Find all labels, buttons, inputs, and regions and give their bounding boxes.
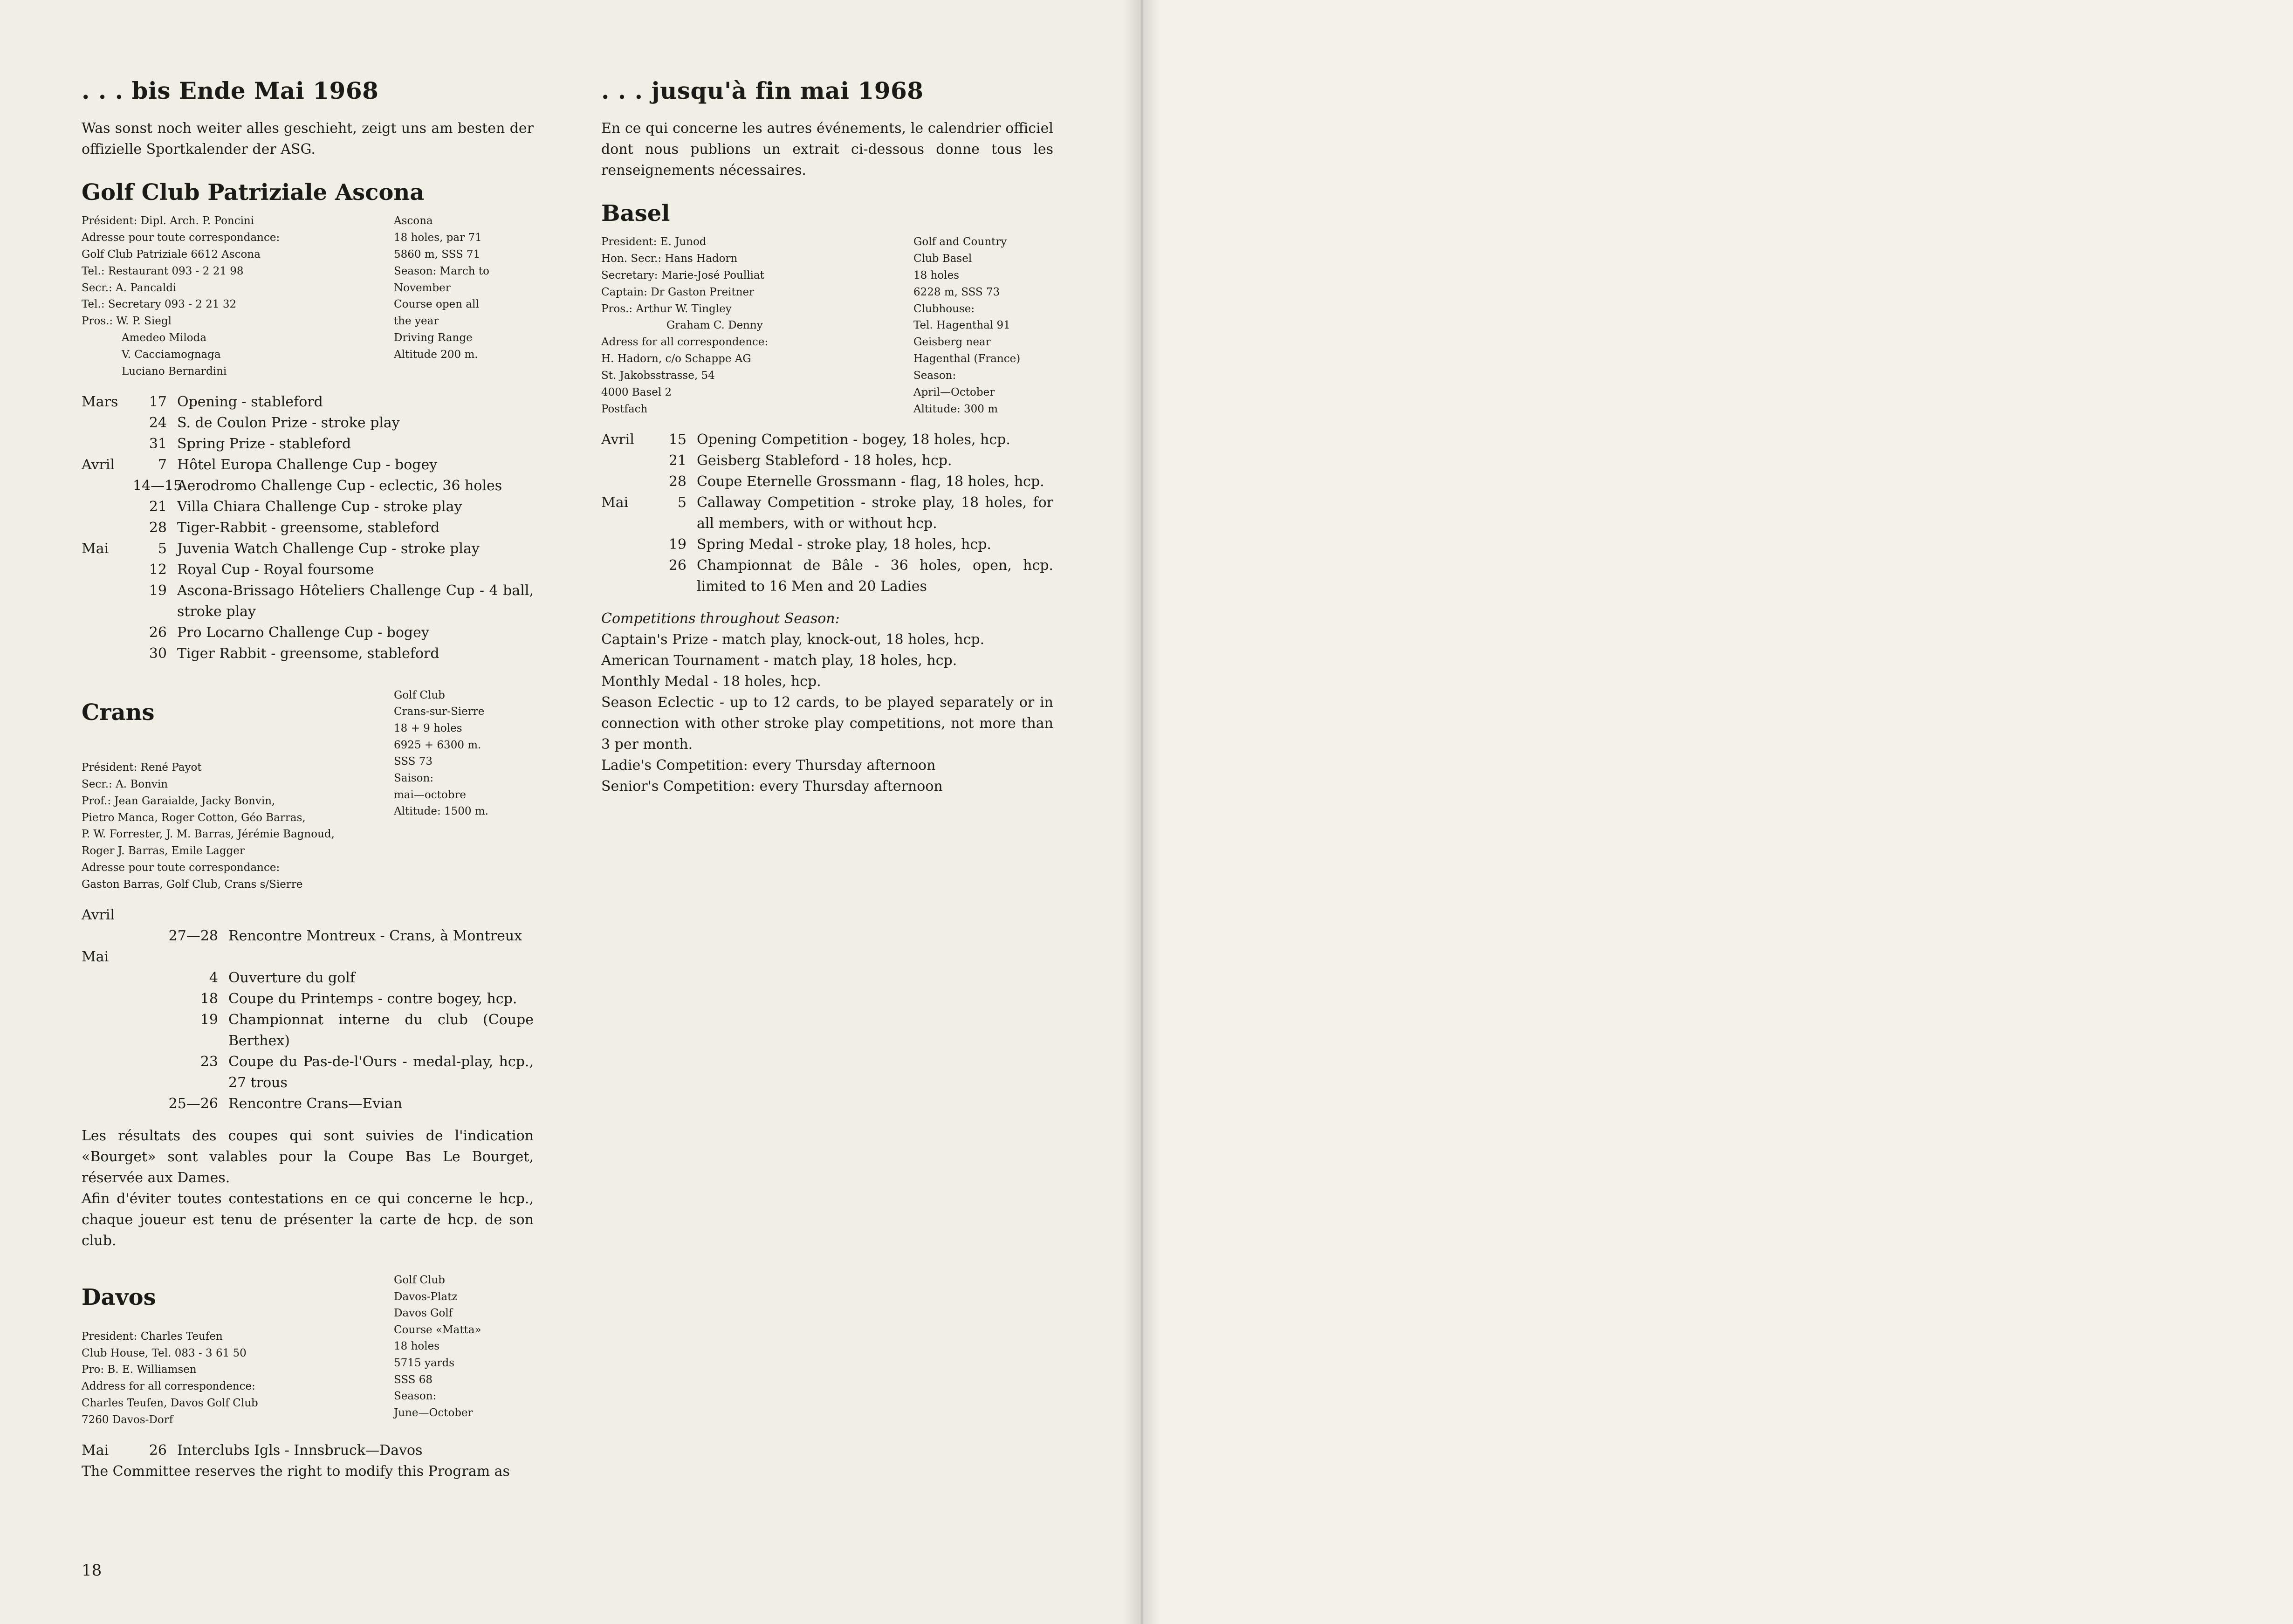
info-line: Secr.: A. Pancaldi <box>82 281 177 294</box>
info-line: Crans-sur-Sierre <box>394 706 485 718</box>
schedule-row <box>82 988 534 1009</box>
schedule-month: Avril <box>601 431 634 448</box>
schedule-event: Tiger-Rabbit - greensome, stableford <box>177 519 440 536</box>
info-line: Driving Range <box>394 332 473 344</box>
info-line: 6925 + 6300 m. <box>394 739 481 751</box>
info-line: Prof.: Jean Garaialde, Jacky Bonvin, <box>82 795 275 807</box>
info-line: Hagenthal (France) <box>913 353 1021 365</box>
schedule-month <box>82 925 133 946</box>
info-line: Pros.: Arthur W. Tingley <box>601 302 732 315</box>
info-line: Roger J. Barras, Emile Lagger <box>82 845 245 857</box>
schedule-event: Royal Cup - Royal foursome <box>177 561 374 578</box>
schedule-month <box>82 475 133 496</box>
schedule-event: Opening Competition - bogey, 18 holes, hcp. <box>697 431 1010 448</box>
note-line: Monthly Medal - 18 holes, hcp. <box>601 673 821 690</box>
info-line: Secretary: Marie-José Poulliat <box>601 269 764 281</box>
info-line: Clubhouse: <box>913 302 975 315</box>
page-number-left: 18 <box>82 1561 102 1580</box>
club-crans <box>82 687 534 1251</box>
info-line: Pro: B. E. Williamsen <box>82 1364 197 1376</box>
info-line: Luciano Bernardini <box>122 365 227 377</box>
schedule-row <box>601 450 1053 471</box>
info-line: Charles Teufen, Davos Golf Club <box>82 1397 258 1410</box>
info-line: 18 holes <box>913 269 960 281</box>
left-page-column-1 <box>82 77 534 1482</box>
info-line: Adress for all correspondence: <box>601 336 769 349</box>
info-line: V. Cacciamognaga <box>122 349 221 361</box>
schedule-month <box>82 559 133 580</box>
club-schedule <box>82 391 534 664</box>
club-info-left <box>82 760 534 893</box>
schedule-day: 28 <box>668 473 687 490</box>
schedule-day: 15 <box>668 431 687 448</box>
info-line: Altitude: 300 m <box>913 403 998 415</box>
schedule-day: 30 <box>149 645 167 662</box>
section-heading-de: . . . bis Ende Mai 1968 <box>82 77 379 104</box>
schedule-day: 19 <box>149 582 167 599</box>
info-line: St. Jakobsstrasse, 54 <box>601 370 715 382</box>
schedule-event: Spring Prize - stableford <box>177 435 351 452</box>
schedule-row <box>82 538 534 559</box>
schedule-event: Opening - stableford <box>177 393 323 410</box>
schedule-row <box>82 1051 534 1093</box>
schedule-month <box>82 496 133 517</box>
schedule-event: Coupe du Pas-de-l'Ours - medal-play, hcp., 27 trous <box>228 1053 534 1091</box>
schedule-month: Mai <box>601 494 629 511</box>
intro-text-fr: En ce qui concerne les autres événements, le calendrier officiel dont nous publions un extrait ci-dessous donne tous les renseignements nécessaires. <box>601 120 1053 178</box>
schedule-month <box>82 988 133 1009</box>
schedule-row <box>82 496 534 517</box>
schedule-row <box>82 622 534 643</box>
info-line: Tel.: Restaurant 093 - 2 21 98 <box>82 265 244 277</box>
info-line: 6228 m, SSS 73 <box>913 286 1000 298</box>
schedule-row <box>82 1009 534 1051</box>
schedule-event: Rencontre Crans—Evian <box>228 1095 403 1112</box>
note-line: Les résultats des coupes qui sont suivies de l'indication «Bourget» sont valables pour la Coupe Bas Le Bourget, réservée aux Dames. <box>82 1127 534 1186</box>
club-info <box>82 760 534 893</box>
club-title: Crans <box>82 699 155 726</box>
info-line: June—October <box>394 1407 473 1419</box>
info-line: Président: René Payot <box>82 761 202 774</box>
schedule-row <box>82 580 534 622</box>
schedule-month <box>82 412 133 433</box>
schedule-month <box>82 580 133 622</box>
schedule-row <box>82 517 534 538</box>
club-info <box>601 234 1053 418</box>
info-line: Geisberg near <box>913 336 991 349</box>
info-line: Davos-Platz <box>394 1290 458 1303</box>
note-line: Ladie's Competition: every Thursday afternoon <box>601 757 936 774</box>
note-line: The Committee reserves the right to modify this Program as <box>82 1463 510 1480</box>
club-title: Basel <box>601 200 670 226</box>
club-title: Davos <box>82 1284 156 1310</box>
schedule-day: 19 <box>200 1011 218 1028</box>
info-line: Course open all <box>394 298 479 311</box>
schedule-month <box>82 1009 133 1051</box>
schedule-row <box>82 1093 534 1114</box>
club-info-left <box>601 234 913 418</box>
info-line: Adresse pour toute correspondance: <box>82 231 280 244</box>
schedule-event: Aerodromo Challenge Cup - eclectic, 36 holes <box>177 477 502 494</box>
info-line: April—October <box>913 386 995 398</box>
schedule-event: Tiger Rabbit - greensome, stableford <box>177 645 439 662</box>
schedule-month: Mars <box>82 393 118 410</box>
schedule-day: 17 <box>149 393 167 410</box>
info-line: Golf Club <box>394 689 445 701</box>
info-line: Tel. Hagenthal 91 <box>913 319 1010 332</box>
note-line: American Tournament - match play, 18 holes, hcp. <box>601 652 957 669</box>
schedule-month: Mai <box>82 948 109 965</box>
section-heading-fr: . . . jusqu'à fin mai 1968 <box>601 77 924 104</box>
schedule-month <box>601 534 652 555</box>
club-info-right <box>394 213 534 380</box>
schedule-event: Interclubs Igls - Innsbruck—Davos <box>177 1442 423 1459</box>
schedule-event: S. de Coulon Prize - stroke play <box>177 414 400 431</box>
info-line: Ascona <box>394 215 433 227</box>
schedule-month: Mai <box>82 1442 109 1459</box>
info-line: 18 + 9 holes <box>394 722 462 735</box>
info-line: SSS 68 <box>394 1373 433 1386</box>
schedule-month <box>601 555 652 597</box>
schedule-row <box>601 492 1053 534</box>
info-line: Secr.: A. Bonvin <box>82 778 168 790</box>
info-line: Club House, Tel. 083 - 3 61 50 <box>82 1347 247 1359</box>
schedule-row <box>82 412 534 433</box>
schedule-row <box>82 433 534 454</box>
schedule-row <box>601 534 1053 555</box>
info-line: Gaston Barras, Golf Club, Crans s/Sierre <box>82 878 303 891</box>
schedule-day: 19 <box>668 536 687 553</box>
schedule-event <box>177 946 534 967</box>
club-info-left <box>82 213 394 380</box>
schedule-event: Rencontre Montreux - Crans, à Montreux <box>228 927 522 944</box>
club-schedule <box>601 429 1053 597</box>
club-ascona <box>82 178 534 664</box>
info-line: Altitude 200 m. <box>394 349 478 361</box>
schedule-day: 28 <box>149 519 167 536</box>
info-line: Pietro Manca, Roger Cotton, Géo Barras, <box>82 811 306 824</box>
info-line: Altitude: 1500 m. <box>394 805 488 818</box>
intro-text-de: Was sonst noch weiter alles geschieht, zeigt uns am besten der offizielle Sportkalender der ASG. <box>82 120 534 158</box>
schedule-month <box>82 1051 133 1093</box>
schedule-row <box>82 905 534 925</box>
schedule-month <box>601 471 652 492</box>
club-notes <box>82 1461 534 1482</box>
info-line: November <box>394 281 451 294</box>
schedule-day: 26 <box>149 624 167 641</box>
club-schedule <box>82 905 534 1114</box>
schedule-month <box>601 450 652 471</box>
schedule-row <box>601 555 1053 597</box>
schedule-day: 23 <box>200 1053 218 1070</box>
schedule-month <box>82 622 133 643</box>
schedule-row <box>82 967 534 988</box>
club-info <box>82 213 534 380</box>
info-line: Saison: <box>394 772 434 784</box>
info-line: Graham C. Denny <box>666 319 763 332</box>
schedule-month <box>82 967 133 988</box>
info-line: Hon. Secr.: Hans Hadorn <box>601 252 738 265</box>
schedule-row <box>82 643 534 664</box>
schedule-month <box>82 433 133 454</box>
info-line: President: Charles Teufen <box>82 1330 223 1343</box>
club-davos <box>82 1272 534 1482</box>
schedule-event: Championnat interne du club (Coupe Berthex) <box>228 1011 534 1049</box>
schedule-day: 27—28 <box>168 927 218 944</box>
schedule-month <box>82 517 133 538</box>
schedule-day: 25—26 <box>168 1095 218 1112</box>
note-line: Season Eclectic - up to 12 cards, to be played separately or in connection with other stroke play competitions, not more than 3 per month. <box>601 694 1053 753</box>
club-info-right <box>913 234 1053 418</box>
info-line: mai—octobre <box>394 788 467 801</box>
schedule-event: Ascona-Brissago Hôteliers Challenge Cup - 4 ball, stroke play <box>177 582 534 620</box>
info-line: 18 holes <box>394 1340 440 1353</box>
info-line: 18 holes, par 71 <box>394 231 482 244</box>
schedule-month: Avril <box>82 456 115 473</box>
schedule-day: 14—15 <box>133 477 183 494</box>
schedule-month: Mai <box>82 540 109 557</box>
club-info <box>82 1329 534 1429</box>
info-line: Pros.: W. P. Siegl <box>82 315 172 328</box>
schedule-day: 21 <box>149 498 167 515</box>
schedule-row <box>601 471 1053 492</box>
info-line: Président: Dipl. Arch. P. Poncini <box>82 215 254 227</box>
schedule-row <box>82 391 534 412</box>
schedule-row <box>82 475 534 496</box>
left-page <box>0 0 1140 1624</box>
schedule-row <box>82 925 534 946</box>
info-line: Season: March to <box>394 265 489 277</box>
schedule-day: 31 <box>149 435 167 452</box>
schedule-row <box>82 1440 534 1461</box>
info-line: Club Basel <box>913 252 972 265</box>
schedule-month <box>82 643 133 664</box>
info-line: 7260 Davos-Dorf <box>82 1414 173 1426</box>
info-line: P. W. Forrester, J. M. Barras, Jérémie Bagnoud, <box>82 828 335 841</box>
schedule-day: 26 <box>149 1442 167 1459</box>
note-line: Afin d'éviter toutes contestations en ce qui concerne le hcp., chaque joueur est tenu de présenter la carte de hcp. de son club. <box>82 1190 534 1249</box>
info-line: Tel.: Secretary 093 - 2 21 32 <box>82 298 237 311</box>
schedule-day: 5 <box>158 540 167 557</box>
schedule-row <box>601 429 1053 450</box>
schedule-event: Juvenia Watch Challenge Cup - stroke play <box>177 540 480 557</box>
schedule-event: Coupe du Printemps - contre bogey, hcp. <box>228 990 517 1007</box>
schedule-day: 5 <box>677 494 687 511</box>
schedule-row <box>82 454 534 475</box>
schedule-day: 18 <box>200 990 218 1007</box>
info-line: Adresse pour toute correspondance: <box>82 862 280 874</box>
schedule-event: Coupe Eternelle Grossmann - flag, 18 holes, hcp. <box>697 473 1044 490</box>
schedule-event: Villa Chiara Challenge Cup - stroke play <box>177 498 462 515</box>
left-page-column-2 <box>601 77 1053 797</box>
info-line: Postfach <box>601 403 648 415</box>
schedule-event <box>177 905 534 925</box>
right-page <box>1140 0 2293 1624</box>
info-line: Golf Club Patriziale 6612 Ascona <box>82 248 261 260</box>
club-title: Golf Club Patriziale Ascona <box>82 179 425 206</box>
schedule-event: Hôtel Europa Challenge Cup - bogey <box>177 456 438 473</box>
schedule-day: 4 <box>209 969 218 986</box>
schedule-event: Geisberg Stableford - 18 holes, hcp. <box>697 452 952 469</box>
schedule-day: 21 <box>668 452 687 469</box>
info-line: 4000 Basel 2 <box>601 386 672 398</box>
info-line: President: E. Junod <box>601 236 707 248</box>
info-line: H. Hadorn, c/o Schappe AG <box>601 353 751 365</box>
info-line: Golf Club <box>394 1274 445 1286</box>
club-basel <box>601 199 1053 797</box>
schedule-event: Championnat de Bâle - 36 holes, open, hcp. limited to 16 Men and 20 Ladies <box>697 557 1053 595</box>
page-gutter <box>1123 0 1160 1624</box>
schedule-event: Spring Medal - stroke play, 18 holes, hcp. <box>697 536 991 553</box>
club-notes <box>601 608 1053 797</box>
schedule-day: 7 <box>158 456 167 473</box>
info-line: Amedeo Miloda <box>122 332 207 344</box>
info-line: Captain: Dr Gaston Preitner <box>601 286 755 298</box>
info-line: the year <box>394 315 439 328</box>
club-schedule <box>82 1440 534 1461</box>
info-line: Season: <box>394 1390 437 1403</box>
info-line: Course «Matta» <box>394 1323 481 1336</box>
schedule-day <box>133 905 177 925</box>
schedule-month: Avril <box>82 906 115 923</box>
schedule-month <box>82 1093 133 1114</box>
schedule-event: Ouverture du golf <box>228 969 355 986</box>
note-line: Senior's Competition: every Thursday afternoon <box>601 778 943 795</box>
info-line: Golf and Country <box>913 236 1007 248</box>
schedule-day: 26 <box>668 557 687 574</box>
info-line: Address for all correspondence: <box>82 1380 255 1393</box>
info-line: Davos Golf <box>394 1307 453 1320</box>
schedule-row <box>82 559 534 580</box>
club-info-left <box>82 1329 534 1429</box>
info-line: SSS 73 <box>394 755 433 768</box>
schedule-day: 12 <box>149 561 167 578</box>
schedule-day <box>133 946 177 967</box>
info-line: 5860 m, SSS 71 <box>394 248 481 260</box>
info-line: 5715 yards <box>394 1357 455 1370</box>
note-title: Competitions throughout Season: <box>601 610 840 627</box>
schedule-row <box>82 946 534 967</box>
schedule-event: Pro Locarno Challenge Cup - bogey <box>177 624 429 641</box>
info-line: Season: <box>913 370 956 382</box>
schedule-day: 24 <box>149 414 167 431</box>
schedule-event: Callaway Competition - stroke play, 18 holes, for all members, with or without hcp. <box>697 494 1053 532</box>
note-line: Captain's Prize - match play, knock-out, 18 holes, hcp. <box>601 631 985 648</box>
club-notes <box>82 1125 534 1251</box>
